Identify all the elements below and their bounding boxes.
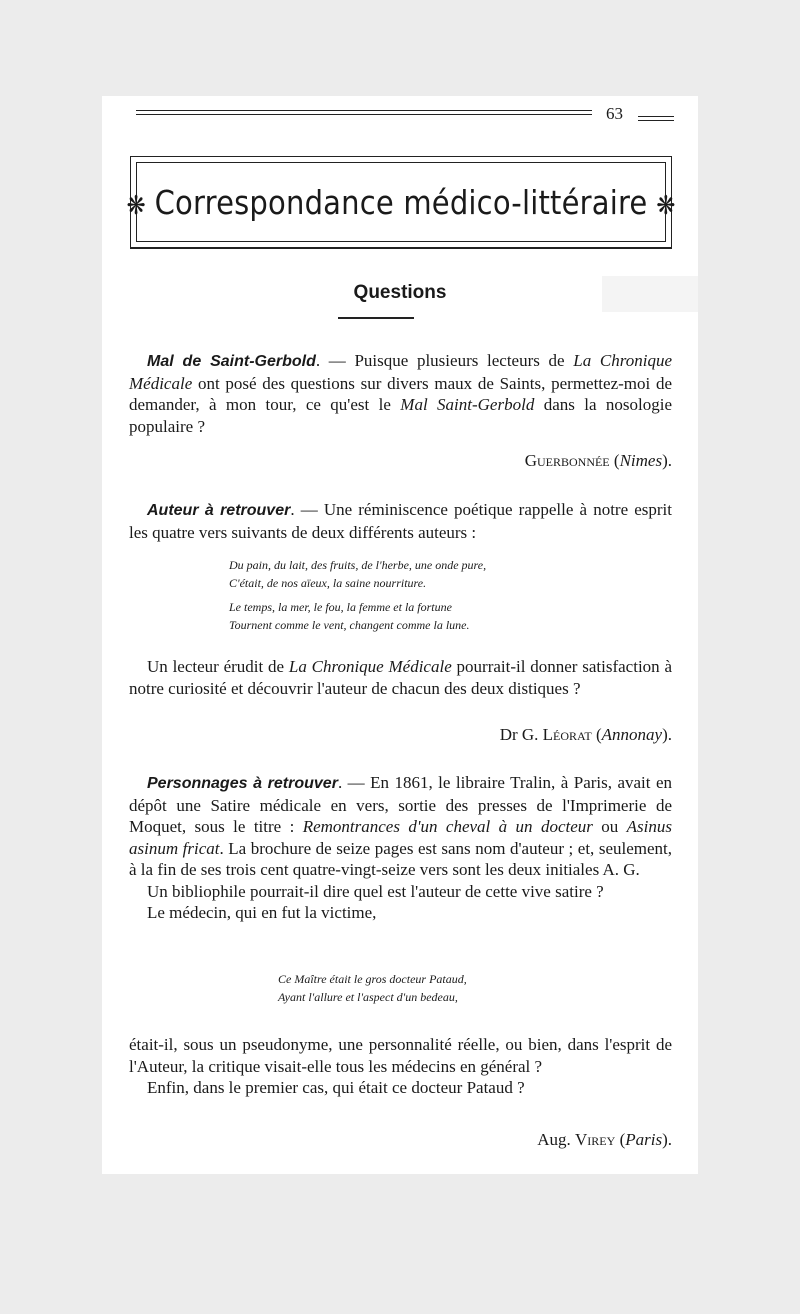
- signature-name: Virey: [575, 1130, 616, 1149]
- section-title: [118, 183, 685, 222]
- verse-1: [229, 556, 486, 592]
- question-3-title: Personnages à retrouver: [147, 775, 338, 792]
- dash: . —: [290, 500, 324, 519]
- text: En 1861, le libraire Tralin, à Paris, avait en dépôt une Satire médicale en vers, sortie des presses de l'Imprimerie de Moquet, sous le titre :: [129, 773, 673, 836]
- page-number-rule: [638, 116, 674, 124]
- text: . La brochure de seize pages est sans nom d'auteur ; et, seulement, à la fin de ses trois cent quatre-vingt-seize vers sont les deux initiales A. G.: [129, 838, 673, 879]
- signature-prefix: Aug.: [537, 1130, 576, 1149]
- heading-rule: [338, 317, 414, 319]
- title-frame: [126, 156, 676, 248]
- verse-3: [278, 970, 467, 1006]
- title-text: Correspondance médico-littéraire: [154, 182, 648, 222]
- signature-name: Guerbonnée: [524, 451, 610, 470]
- question-2-followup: [129, 656, 672, 699]
- text: ont posé des questions sur divers maux de Saints, permettez-moi de demander, à mon tour, ce qu'est le: [129, 373, 672, 414]
- verse-line: Ayant l'allure et l'aspect d'un bedeau,: [278, 990, 458, 1004]
- question-2: [129, 499, 672, 543]
- blank-patch: [602, 276, 698, 312]
- page-number: 63: [606, 104, 623, 123]
- question-1: [129, 350, 672, 437]
- paragraph: était-il, sous un pseudonyme, une personnalité réelle, ou bien, dans l'esprit de l'Auteur, la critique visait-elle tous les médecins en général ?: [129, 1035, 672, 1076]
- dash: . —: [315, 351, 355, 370]
- question-3: [129, 772, 672, 924]
- text: Puisque plusieurs lecteurs de: [354, 351, 574, 370]
- paragraph: Enfin, dans le premier cas, qui était ce docteur Pataud ?: [147, 1078, 525, 1097]
- italic-text: La Chronique Médicale: [129, 351, 672, 393]
- verse-line: Tournent comme le vent, changent comme la lune.: [229, 618, 470, 632]
- signature-3: Aug. Virey (Paris).: [537, 1130, 672, 1149]
- verse-line: Ce Maître était le gros docteur Pataud,: [278, 972, 467, 986]
- dash: . —: [337, 773, 371, 792]
- signature-prefix: Dr G.: [499, 725, 543, 744]
- question-2-title: Auteur à retrouver: [147, 502, 291, 519]
- text: Un lecteur érudit de: [147, 657, 289, 676]
- verse-line: Le temps, la mer, le fou, la femme et la fortune: [229, 600, 452, 614]
- text: pourrait-il donner satisfaction à notre curiosité et découvrir l'auteur de chacun des deux distiques ?: [129, 657, 672, 698]
- ornament-star-icon: ❋: [656, 190, 676, 221]
- text: dans la nosologie populaire ?: [129, 395, 673, 436]
- verse-line: Du pain, du lait, des fruits, de l'herbe, une onde pure,: [229, 558, 487, 572]
- signature-2: Dr G. Léorat (Annonay).: [499, 725, 672, 744]
- paragraph: Le médecin, qui en fut la victime,: [147, 903, 377, 922]
- title-underline: [130, 248, 672, 249]
- header-rule: [136, 110, 592, 118]
- signature-place: Annonay: [601, 725, 663, 744]
- italic-text: Asinus asinum fricat: [129, 817, 673, 858]
- verse-line: C'était, de nos aïeux, la saine nourriture.: [229, 576, 427, 590]
- signature-1: Guerbonnée (Nimes).: [524, 451, 672, 470]
- question-3-followup: [129, 1034, 672, 1099]
- signature-place: Nimes: [619, 451, 663, 470]
- question-1-title: Mal de Saint-Gerbold: [147, 353, 316, 370]
- text: ou: [592, 817, 627, 836]
- italic-text: Mal Saint-Gerbold: [400, 395, 535, 414]
- page: [102, 96, 698, 1174]
- title-inner-frame: [126, 162, 676, 242]
- verse-2: [229, 598, 470, 634]
- signature-place: Paris: [625, 1130, 663, 1149]
- text: Une réminiscence poétique rappelle à notre esprit les quatre vers suivants de deux différents auteurs :: [129, 500, 673, 542]
- italic-text: La Chronique Médicale: [288, 657, 452, 676]
- signature-name: Léorat: [542, 725, 592, 744]
- paragraph: Un bibliophile pourrait-il dire quel est l'auteur de cette vive satire ?: [147, 881, 604, 901]
- questions-heading: Questions: [353, 282, 447, 303]
- ornament-star-icon: ❋: [126, 190, 146, 221]
- italic-text: Remontrances d'un cheval à un docteur: [302, 817, 593, 836]
